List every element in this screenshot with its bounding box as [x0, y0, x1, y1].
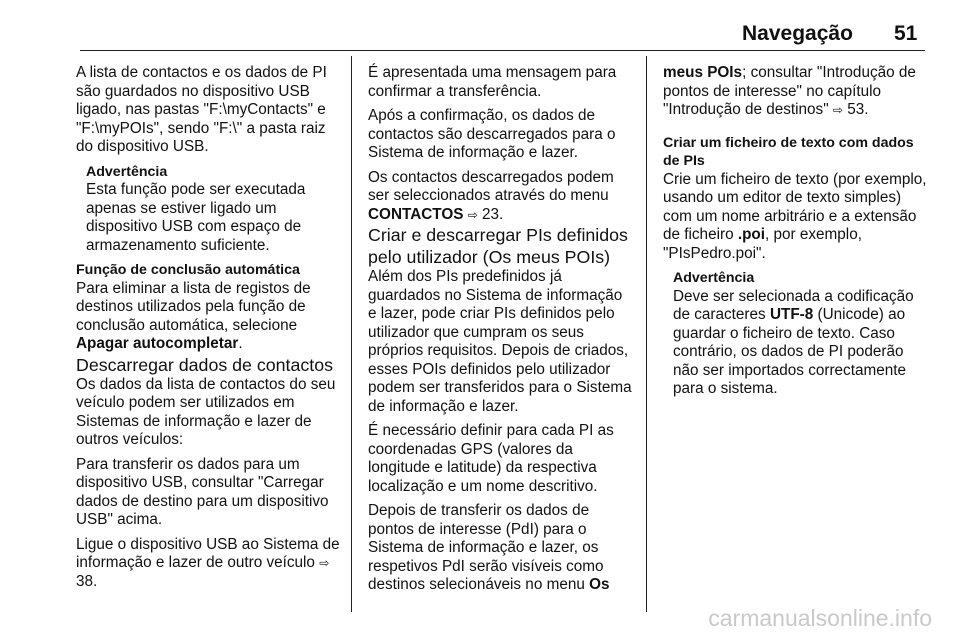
download-paragraph-2: Para transferir os dados para um dispositivo USB, consultar "Carregar dados de destino para um dispositivo USB" acima.: [76, 455, 329, 528]
autocomplete-heading: Função de conclusão automática: [76, 262, 300, 278]
header-rule: [80, 50, 925, 51]
pois-paragraph-3: Depois de transferir os dados de pontos de interesse (PdI) para o Sistema de informação e lazer, os respetivos PdI serão visíveis como destinos selecionáveis no menu Os: [368, 502, 610, 593]
page-reference-icon: ⇨: [832, 103, 843, 117]
column-1: [76, 64, 342, 591]
confirm-paragraph: É apresentada uma mensagem para confirmar a transferência.: [368, 64, 617, 100]
textfile-heading: Criar um ficheiro de texto com dados de PIs: [663, 134, 914, 169]
note-text: Esta função pode ser executada apenas se estiver ligado um dispositivo USB com espaço de armazenamento suficiente.: [86, 181, 306, 254]
column-2: [368, 64, 634, 595]
column-3: [663, 64, 929, 399]
autocomplete-paragraph: Para eliminar a lista de registos de destinos utilizados pela função de conclusão automática, selecione Apagar autocompletar.: [76, 279, 311, 352]
my-pois-menu-label-start: Os: [589, 576, 610, 593]
note-text: Deve ser selecionada a codificação de caracteres UTF-8 (Unicode) ao guardar o ficheiro de texto. Caso contrário, os dados de PI poderão não ser importados correctamente para o sistema.: [673, 287, 914, 397]
note-box: [663, 269, 929, 399]
watermark: carmanualsonline.info: [708, 605, 932, 631]
note-title: Advertência: [673, 270, 755, 286]
autocomplete-menu-label: Apagar autocompletar: [76, 335, 239, 352]
contacts-menu-paragraph: Os contactos descarregados podem ser seleccionados através do menu CONTACTOS ⇨ 23.: [368, 168, 614, 223]
continued-paragraph: meus POIs; consultar "Introdução de pontos de interesse" no capítulo "Introdução de destinos" ⇨ 53.: [663, 64, 916, 118]
download-paragraph-3: Ligue o dispositivo USB ao Sistema de informação e lazer de outro veículo ⇨ 38.: [76, 535, 340, 590]
column-divider-2: [646, 56, 647, 612]
note-title: Advertência: [86, 163, 168, 180]
page-reference-icon: ⇨: [467, 207, 478, 222]
page-title: Navegação: [742, 22, 853, 45]
contacts-menu-label: CONTACTOS: [368, 205, 464, 223]
pois-paragraph-2: É necessário definir para cada PI as coordenadas GPS (valores da longitude e latitude) da respectiva localização e um nome descritivo.: [368, 422, 614, 495]
encoding-label: UTF-8: [769, 306, 814, 323]
pois-heading: Criar e descarregar PIs definidos pelo utilizador (Os meus POIs): [368, 225, 628, 267]
file-extension-label: .poi: [737, 226, 766, 243]
my-pois-menu-label-end: meus POIs: [663, 64, 743, 81]
after-confirm-paragraph: Após a confirmação, os dados de contactos são descarregados para o Sistema de informação e lazer.: [368, 107, 616, 161]
column-divider-1: [351, 56, 352, 612]
pois-paragraph-1: Além dos PIs predefinidos já guardados no Sistema de informação e lazer, pode criar PIs definidos pelo utilizador que cumpram os seus próprios requisitos. Depois de criados, esses POIs definidos pelo utilizador podem ser transferidos para o Sistema de informação e lazer.: [368, 268, 632, 415]
download-heading: Descarregar dados de contactos: [76, 354, 333, 375]
page-reference-icon: ⇨: [319, 556, 330, 570]
page-header: [0, 0, 960, 56]
textfile-paragraph: Crie um ficheiro de texto (por exemplo, usando um editor de texto simples) com um nome arbitrário e a extensão de ficheiro .poi, por exemplo, "PIsPedro.poi".: [663, 170, 927, 262]
page-number: 51: [894, 22, 918, 45]
intro-paragraph: A lista de contactos e os dados de PI são guardados no dispositivo USB ligado, nas pastas "F:\myContacts" e "F:\myPOIs", sendo "F:\" a pasta raiz do dispositivo USB.: [76, 64, 327, 155]
download-paragraph-1: Os dados da lista de contactos do seu veículo podem ser utilizados em Sistemas de informação e lazer de outros veículos:: [76, 375, 336, 448]
note-box: [76, 163, 342, 256]
